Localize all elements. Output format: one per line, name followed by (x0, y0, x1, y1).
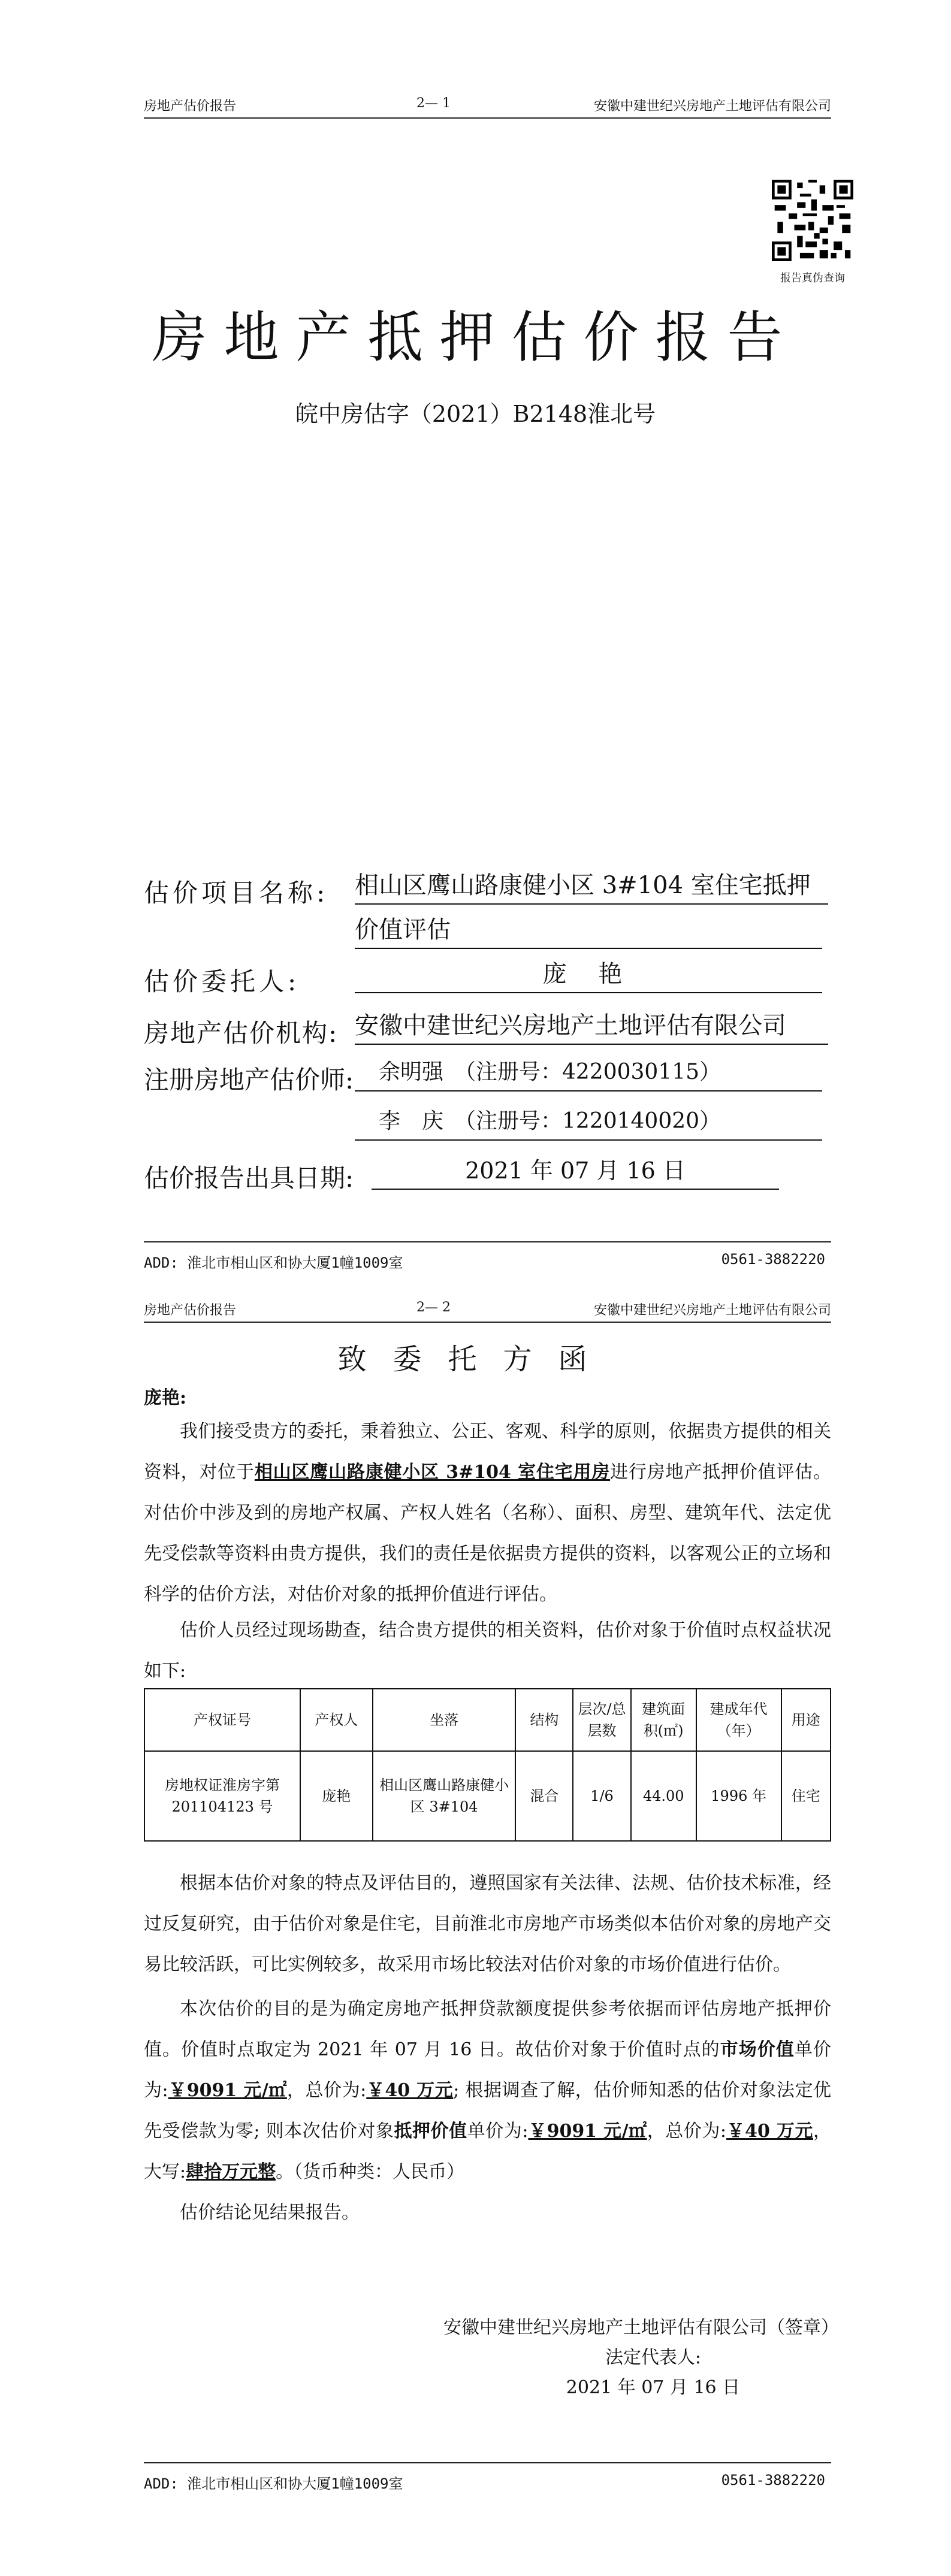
client-label: 估价委托人: (144, 967, 300, 996)
p4-text: ; 根据调查了解，估价师知悉的估价对象法定优先受偿款为零; 则本次估价对象 (144, 2080, 831, 2142)
page-footer (144, 2462, 831, 2499)
addressee: 庞艳: (144, 1387, 187, 1408)
table-row (144, 1751, 831, 1841)
p3-text: 根据本估价对象的特点及评估目的，遵照国家有关法律、法规、估价技术标准，经过反复研究，由于估价对象是住宅，目前淮北市房地产市场类似本估价对象的房地产交易比较活跃，可比实例较多，故采用市场比较法对估价对象的市场价值进行估价。 (144, 1873, 831, 1975)
table-header: 用途 (781, 1689, 831, 1751)
header-left: 房地产估价报告 (144, 1303, 237, 1318)
project-label: 估价项目名称: (144, 878, 329, 908)
table-header: 坐落 (373, 1689, 516, 1751)
mortgage-unit-price: ￥9091 元/㎡ (528, 2121, 647, 2142)
table-cell: 混合 (515, 1751, 573, 1841)
table-cell: 相山区鹰山路康健小区 3#104 (373, 1751, 516, 1841)
letter-paragraph-1 (144, 1411, 831, 1615)
table-cell: 44.00 (631, 1751, 696, 1841)
letter-title: 致委托方函 (337, 1343, 614, 1376)
footer-phone: 0561-3882220 (721, 1251, 825, 1268)
p4-text: 本次估价的目的是为确定房地产抵押贷款额度提供参考依据而评估房地产抵押价值。价值时点取定为 2021 年 07 月 16 日。故估价对象于价值时点的 (144, 1998, 831, 2060)
signature-representative: 法定代表人: (605, 2347, 702, 2368)
agency-label: 房地产估价机构: (144, 1018, 339, 1048)
page-header (144, 90, 831, 119)
document-number: 皖中房估字（2021）B2148淮北号 (295, 401, 656, 427)
header-right: 安徽中建世纪兴房地产土地评估有限公司 (593, 1303, 831, 1318)
table-cell: 1996 年 (696, 1751, 781, 1841)
report-title: 房地产抵押估价报告 (152, 306, 799, 370)
table-header: 产权人 (300, 1689, 373, 1751)
qr-code-icon[interactable] (772, 180, 853, 261)
date-label: 估价报告出具日期: (144, 1163, 354, 1193)
footer-phone: 0561-3882220 (721, 2472, 825, 2489)
letter-page (0, 1294, 951, 2576)
table-header: 产权证号 (144, 1689, 300, 1751)
mortgage-value-label: 抵押价值 (394, 2121, 467, 2142)
amount-in-words: 肆拾万元整 (186, 2161, 276, 2182)
p4-text: ，大写: (144, 2121, 832, 2182)
client-value: 庞 艳 (355, 959, 822, 993)
p4-text: 单价为: (467, 2121, 529, 2142)
p1-text-c: 进行房地产抵押价值评估。对估价中涉及到的房地产权属、产权人姓名（名称）、面积、房型、建筑年代、法定优先受偿款等资料由贵方提供，我们的责任是依据贵方提供的资料，以客观公正的立场和科学的估价方法，对估价对象的抵押价值进行评估。 (144, 1462, 832, 1605)
page-footer (144, 1241, 831, 1278)
mortgage-total-price: ￥40 万元 (726, 2121, 814, 2142)
report-date: 2021 年 07 月 16 日 (372, 1155, 779, 1190)
header-page-number: 2— 1 (416, 96, 451, 111)
project-value-line2: 价值评估 (355, 914, 822, 949)
market-total-price: ￥40 万元 (366, 2080, 454, 2101)
appraiser-2: 李 庆 （注册号：1220140020） (355, 1106, 822, 1141)
appraiser-1: 余明强 （注册号：4220030115） (355, 1057, 822, 1092)
footer-address: ADD: 淮北市相山区和协大厦1幢1009室 (144, 1254, 403, 1271)
table-cell: 庞艳 (300, 1751, 373, 1841)
table-cell: 住宅 (781, 1751, 831, 1841)
market-value-label: 市场价值 (720, 2039, 795, 2060)
letter-paragraph-5 (144, 2193, 831, 2233)
p5-text: 估价结论见结果报告。 (180, 2202, 360, 2223)
p4-text: 。（货币种类：人民币） (276, 2161, 465, 2182)
p2-text: 估价人员经过现场勘查，结合贵方提供的相关资料，估价对象于价值时点权益状况如下: (144, 1620, 831, 1682)
letter-paragraph-2 (144, 1610, 831, 1692)
table-cell: 房地权证淮房字第 201104123 号 (144, 1751, 300, 1841)
table-header: 层次/总层数 (573, 1689, 630, 1751)
p4-text: 单价为: (144, 2039, 832, 2101)
property-table (144, 1688, 831, 1842)
p4-text: ，总价为: (647, 2121, 727, 2142)
letter-paragraph-4 (144, 1989, 831, 2193)
signature-company: 安徽中建世纪兴房地产土地评估有限公司（签章） (443, 2317, 839, 2338)
page-header (144, 1294, 831, 1323)
footer-address: ADD: 淮北市相山区和协大厦1幢1009室 (144, 2475, 403, 2492)
qr-caption: 报告真伪查询 (780, 272, 845, 285)
market-unit-price: ￥9091 元/㎡ (168, 2080, 287, 2101)
header-page-number: 2— 2 (416, 1300, 451, 1315)
p1-text-a: 我们接受贵方的委托，秉着独立、公正、客观、科学的原则，依据贵方提供的相关资料，对位于 (144, 1421, 831, 1483)
project-value-line1: 相山区鹰山路康健小区 3#104 室住宅抵押 (355, 870, 828, 905)
p4-text: ，总价为: (286, 2080, 367, 2101)
appraiser-label: 注册房地产估价师: (144, 1065, 354, 1095)
signature-date: 2021 年 07 月 16 日 (566, 2377, 741, 2398)
property-address: 相山区鹰山路康健小区 3#104 室住宅用房 (254, 1462, 611, 1483)
table-header: 建成年代（年） (696, 1689, 781, 1751)
table-header: 建筑面积(㎡) (631, 1689, 696, 1751)
table-header-row (144, 1689, 831, 1751)
table-cell: 1/6 (573, 1751, 630, 1841)
header-left: 房地产估价报告 (144, 99, 237, 114)
header-right: 安徽中建世纪兴房地产土地评估有限公司 (593, 99, 831, 114)
letter-paragraph-3 (144, 1863, 831, 1985)
table-header: 结构 (515, 1689, 573, 1751)
agency-value: 安徽中建世纪兴房地产土地评估有限公司 (355, 1010, 828, 1045)
